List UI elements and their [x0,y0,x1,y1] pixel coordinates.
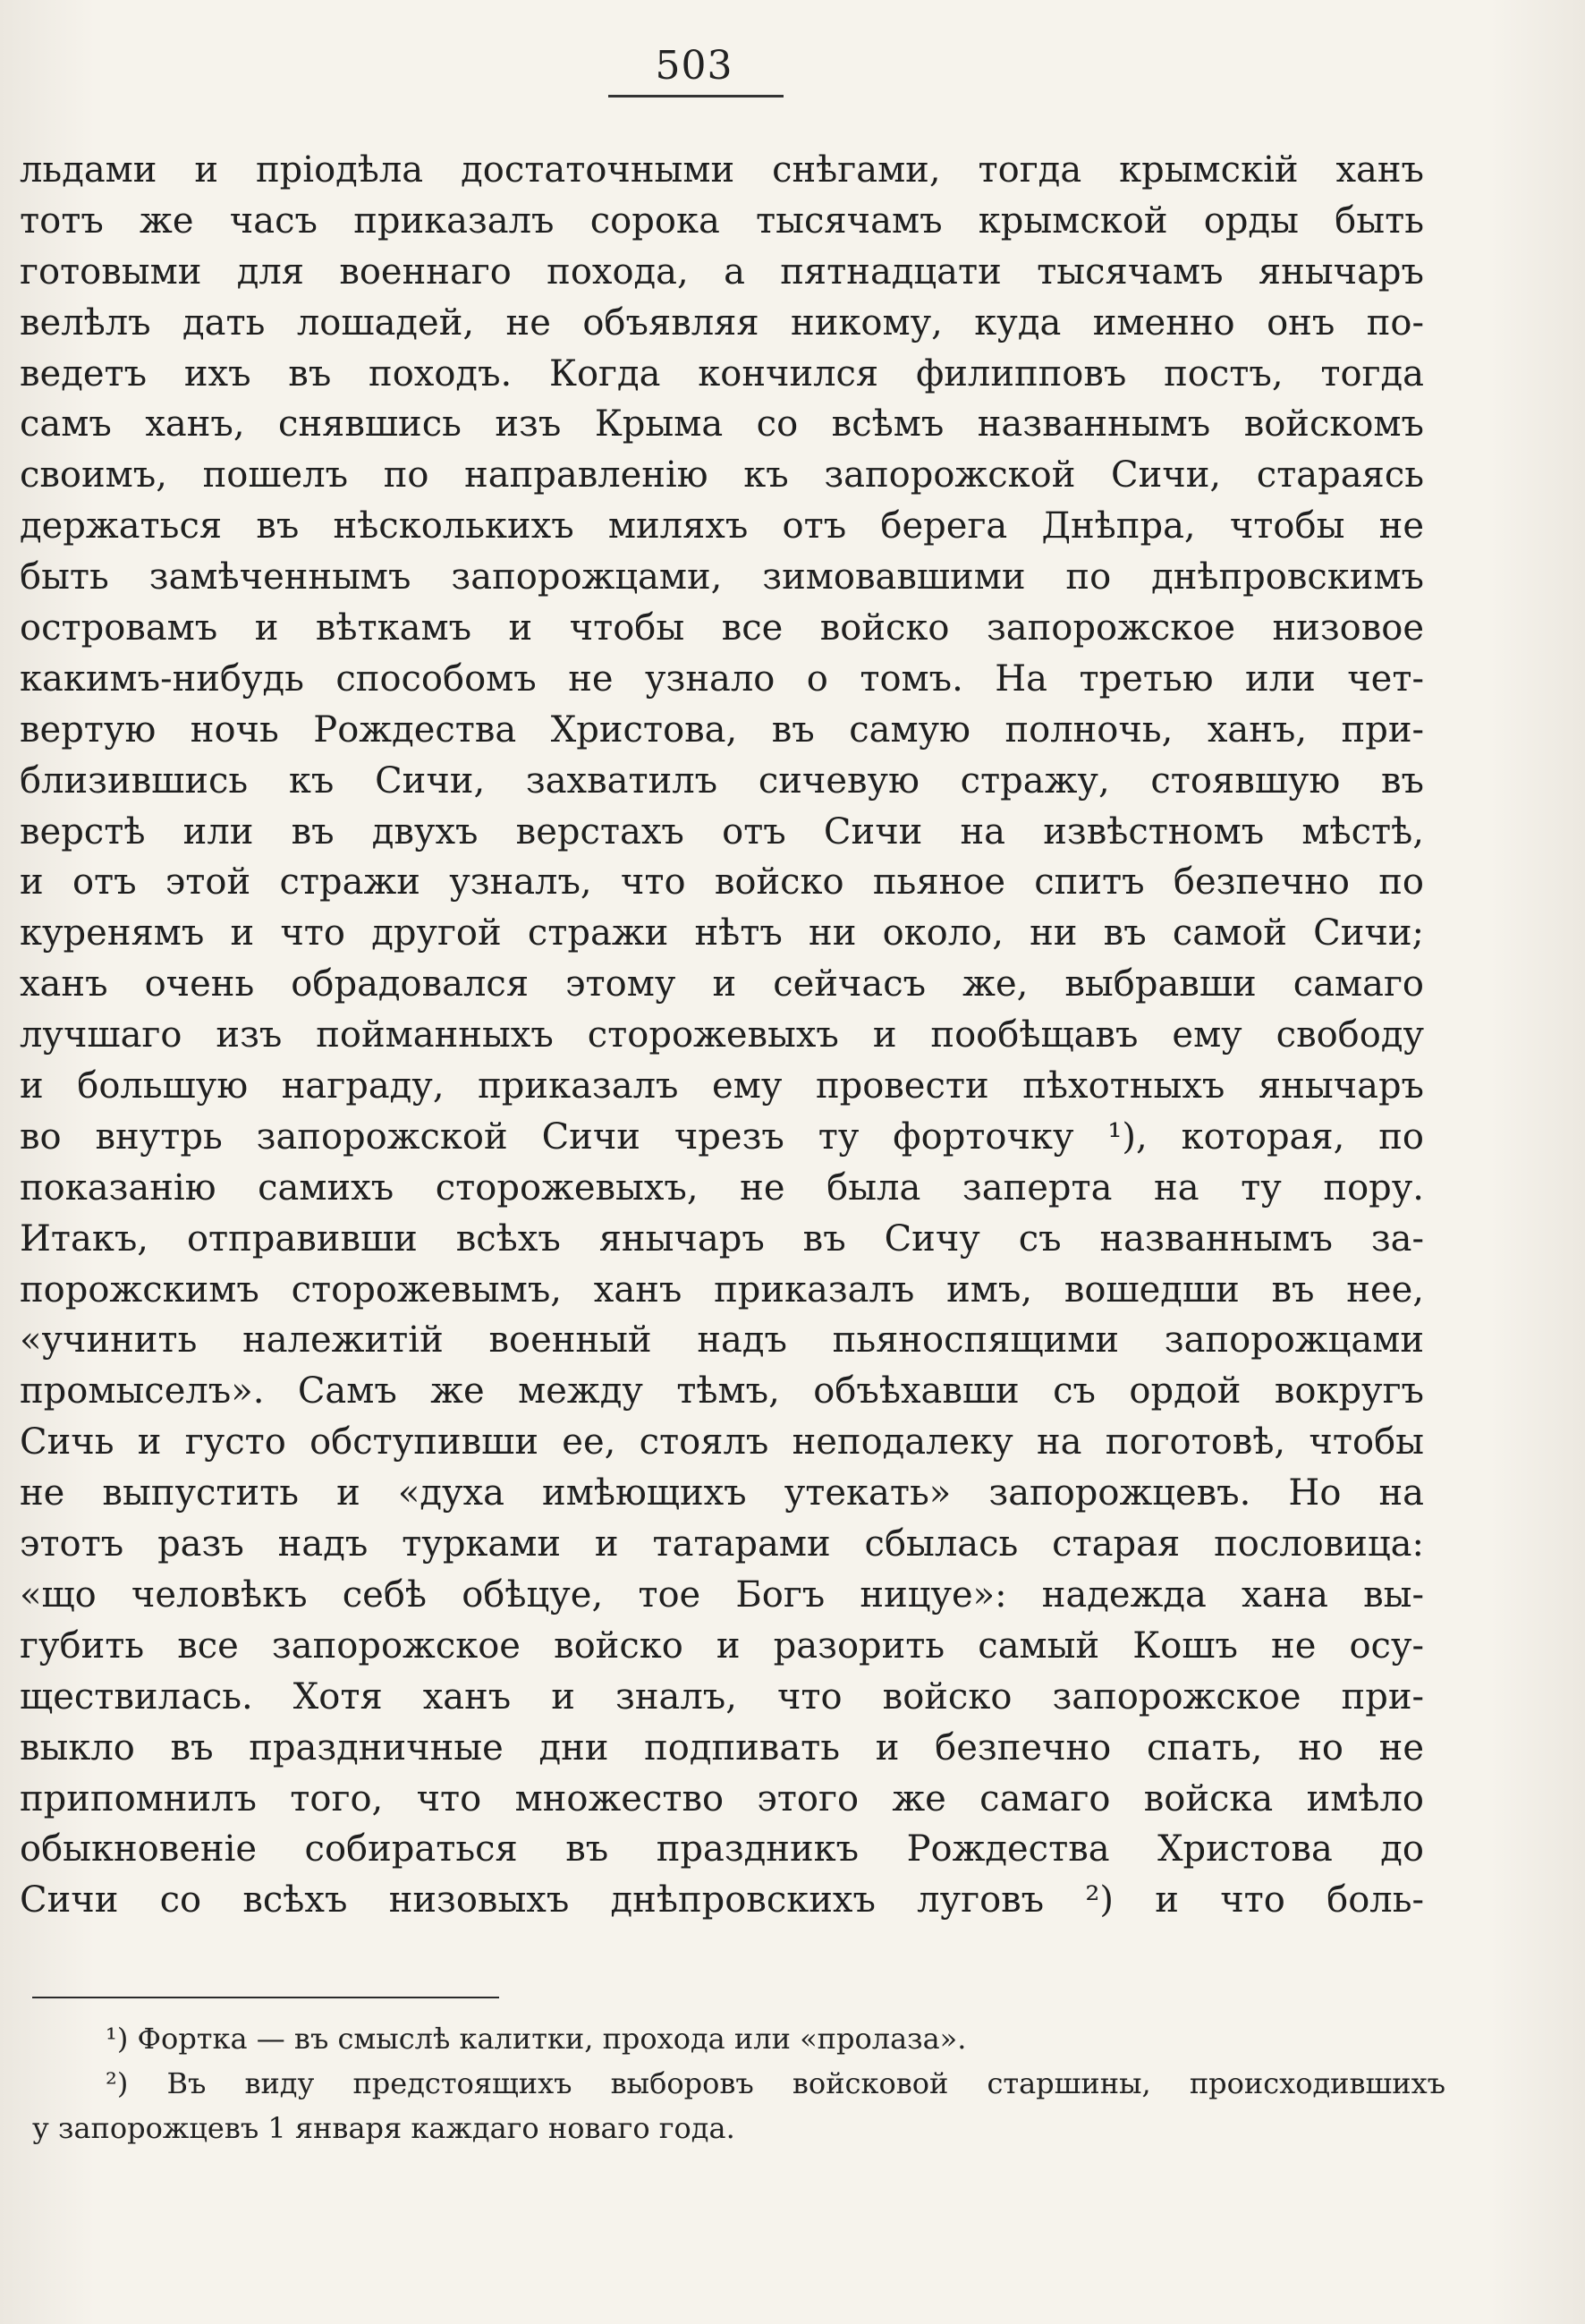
footnote-rule [32,1997,499,1998]
text-line: Сичь и густо обступивши ее, стоялъ неподалеку на поготовѣ, чтобы [20,1421,1424,1463]
text-line: готовыми для военнаго похода, а пятнадцати тысячамъ янычаръ [20,250,1424,293]
text-line: куренямъ и что другой стражи нѣтъ ни около, ни въ самой Сичи; [20,912,1424,954]
text-line: своимъ, пошелъ по направленію къ запорожской Сичи, стараясь [20,454,1424,496]
body-text [20,145,1424,1926]
text-line: Сичи со всѣхъ низовыхъ днѣпровскихъ луговъ ²) и что боль- [20,1879,1424,1921]
text-line: ществилась. Хотя ханъ и зналъ, что войско запорожское при- [20,1675,1424,1718]
text-line: тотъ же часъ приказалъ сорока тысячамъ крымской орды быть [20,199,1424,242]
text-line: велѣлъ дать лошадей, не объявляя никому, куда именно онъ по- [20,301,1424,344]
text-line: «учинить належитій военный надъ пьяноспящими запорожцами [20,1319,1424,1361]
footnotes [32,2016,1445,2150]
text-line: Итакъ, отправивши всѣхъ янычаръ въ Сичу съ названнымъ за- [20,1217,1424,1260]
text-line: промыселъ». Самъ же между тѣмъ, объѣхавши съ ордой вокругъ [20,1370,1424,1412]
text-line: лучшаго изъ пойманныхъ сторожевыхъ и пообѣщавъ ему свободу [20,1014,1424,1056]
text-line: быть замѣченнымъ запорожцами, зимовавшими по днѣпровскимъ [20,556,1424,598]
text-line: держаться въ нѣсколькихъ миляхъ отъ берега Днѣпра, чтобы не [20,505,1424,547]
text-line: ханъ очень обрадовался этому и сейчасъ же, выбравши самаго [20,963,1424,1005]
text-line: льдами и пріодѣла достаточными снѣгами, тогда крымскій ханъ [20,149,1424,191]
text-line: порожскимъ сторожевымъ, ханъ приказалъ имъ, вошедши въ нее, [20,1268,1424,1310]
footnote-2-continuation: у запорожцевъ 1 января каждаго новаго года. [32,2111,735,2145]
text-line: и отъ этой стражи узналъ, что войско пьяное спитъ безпечно по [20,861,1424,903]
text-line: припомнилъ того, что множество этого же самаго войска имѣло [20,1777,1424,1819]
text-line: островамъ и вѣткамъ и чтобы все войско запорожское низовое [20,607,1424,649]
text-line: обыкновеніе собираться въ праздникъ Рождества Христова до [20,1828,1424,1870]
text-line: вертую ночь Рождества Христова, въ самую полночь, ханъ, при- [20,708,1424,751]
text-line: не выпустить и «духа имѣющихъ утекать» запорожцевъ. Но на [20,1472,1424,1514]
text-line: во внутрь запорожской Сичи чрезъ ту форточку ¹), которая, по [20,1115,1424,1158]
page-number-rule [608,95,784,98]
page-number: 503 [655,43,733,89]
text-line: выкло въ праздничные дни подпивать и безпечно спать, но не [20,1726,1424,1768]
text-line: верстѣ или въ двухъ верстахъ отъ Сичи на извѣстномъ мѣстѣ, [20,810,1424,852]
text-line: губить все запорожское войско и разорить самый Кошъ не осу- [20,1624,1424,1667]
text-line: этотъ разъ надъ турками и татарами сбылась старая пословица: [20,1523,1424,1565]
text-line: «що человѣкъ себѣ обѣцуе, тое Богъ ницуе»: надежда хана вы- [20,1573,1424,1616]
text-line: показанію самихъ сторожевыхъ, не была заперта на ту пору. [20,1166,1424,1209]
text-line: самъ ханъ, снявшись изъ Крыма со всѣмъ названнымъ войскомъ [20,403,1424,445]
text-line: близившись къ Сичи, захватилъ сичевую стражу, стоявшую въ [20,759,1424,802]
footnote-2: ²) Въ виду предстоящихъ выборовъ войсковой старшины, происходившихъ [106,2066,1445,2100]
text-line: какимъ-нибудь способомъ не узнало о томъ. На третью или чет- [20,657,1424,700]
text-line: и большую награду, приказалъ ему провести пѣхотныхъ янычаръ [20,1065,1424,1107]
footnote-1: ¹) Фортка — въ смыслѣ калитки, прохода или «пролаза». [106,2022,967,2056]
text-line: ведетъ ихъ въ походъ. Когда кончился филипповъ постъ, тогда [20,352,1424,394]
